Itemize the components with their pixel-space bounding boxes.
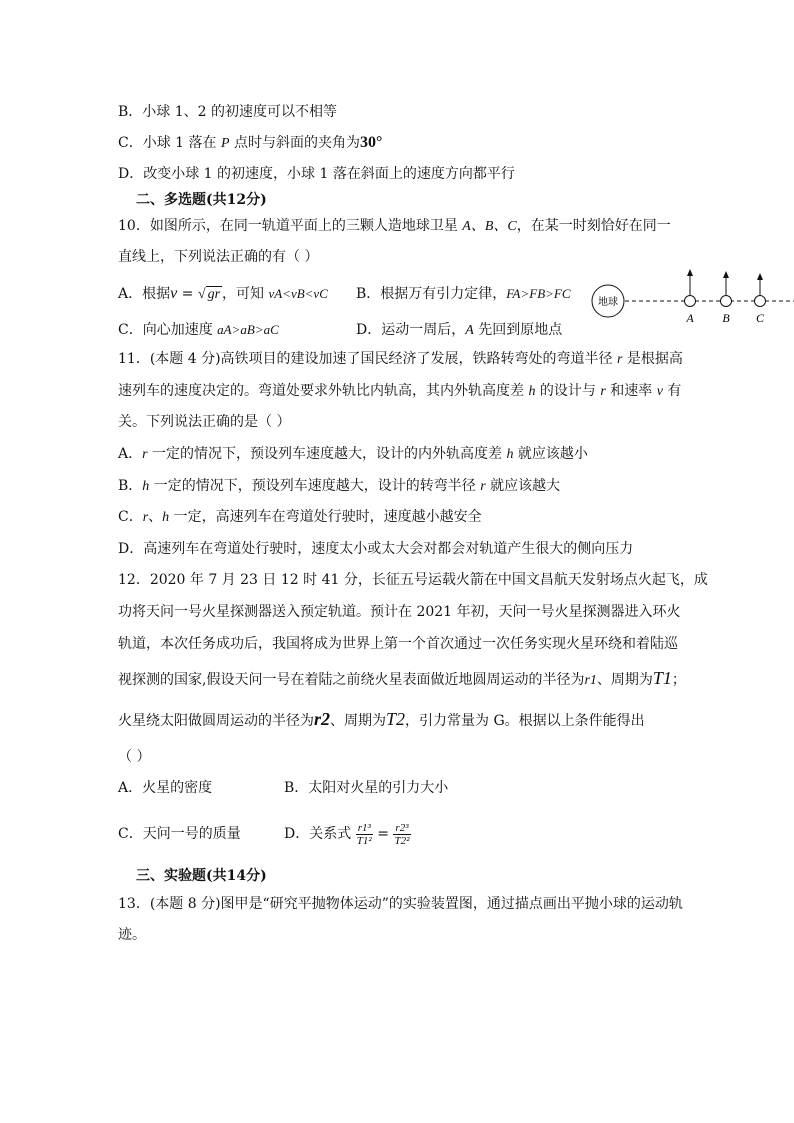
satellite-figure: [588, 266, 794, 326]
q12-stem-line2: 功将天问一号火星探测器送入预定轨道。预计在 2021 年初，天问一号火星探测器进入环火: [118, 604, 681, 620]
section-title-multiple-choice: 二、多选题(共12分): [136, 192, 267, 208]
q11-option-b: B．h 一定的情况下，预设列车速度越大，设计的转弯半径 r 就应该越大: [118, 478, 561, 494]
q10-option-c: C．向心加速度 aA>aB>aC: [118, 322, 279, 338]
q9-option-c: C．小球 1 落在 P 点时与斜面的夹角为30°: [118, 134, 383, 151]
satellite-a: [685, 269, 696, 325]
q13-stem-line2: 迹。: [118, 927, 146, 943]
satellite-b: [721, 271, 732, 325]
q11-stem-line2: 速列车的速度决定的。弯道处要求外轨比内轨高，其内外轨高度差 h 的设计与 r 和速率 v 有: [118, 383, 682, 399]
q12-option-c: C．天问一号的质量: [118, 826, 241, 842]
q9-option-b: B．小球 1、2 的初速度可以不相等: [118, 104, 338, 120]
q13-stem-line1: 13．(本题 8 分)图甲是“研究平抛物体运动”的实验装置图，通过描点画出平抛小球的运动轨: [118, 896, 683, 912]
q10-stem-line1: 10．如图所示，在同一轨道平面上的三颗人造地球卫星 A、B、C，在某一时刻恰好在同一: [118, 218, 671, 234]
satellite-a-label: A: [686, 311, 694, 325]
formula-fraction-2: $\frac{\text{r2³}}{\text{T2²}}$: [394, 821, 410, 847]
q12-option-b: B．太阳对火星的引力大小: [284, 780, 449, 796]
q12-option-d: D．关系式 $\frac{\text{r1³}}{\text{T1²}}$ = $\frac{\text{r2³}}{\text{T2²}}$: [284, 821, 410, 847]
formula-fraction-1: $\frac{\text{r1³}}{\text{T1²}}$: [356, 821, 372, 847]
q10-option-a: A．根据v = √ gr ，可知 vA<vB<vC: [118, 285, 328, 302]
q11-stem-line3: 关。下列说法正确的是（ ）: [118, 414, 291, 430]
q11-option-a: A．r 一定的情况下，预设列车速度越大，设计的内外轨高度差 h 就应该越小: [118, 446, 588, 462]
q12-stem-line6: （ ）: [118, 749, 151, 765]
q12-stem-line1: 12．2020 年 7 月 23 日 12 时 41 分，长征五号运载火箭在中国文昌航天发射场点火起飞，成: [118, 572, 708, 588]
q11-option-d: D．高速列车在弯道处行驶时，速度太小或太大会对都会对轨道产生很大的侧向压力: [118, 541, 634, 557]
q11-option-c: C．r、h 一定，高速列车在弯道处行驶时，速度越小越安全: [118, 509, 482, 525]
satellite-c: [755, 273, 766, 325]
q9-option-d: D．改变小球 1 的初速度，小球 1 落在斜面上的速度方向都平行: [118, 166, 515, 182]
earth-label: 地球: [598, 297, 618, 308]
q12-stem-line5: 火星绕太阳做圆周运动的半径为r2、周期为T2，引力常量为 G。根据以上条件能得出: [118, 709, 645, 729]
satellite-b-label: B: [722, 311, 730, 325]
section-title-experiment: 三、实验题(共14分): [136, 868, 267, 884]
q12-stem-line4: 视探测的国家,假设天问一号在着陆之前绕火星表面做近地圆周运动的半径为r1、周期为T1；: [118, 668, 686, 688]
q12-option-a: A．火星的密度: [118, 780, 213, 796]
q12-stem-line3: 轨道，本次任务成功后，我国将成为世界上第一个首次通过一次任务实现火星环绕和着陆巡: [118, 636, 678, 652]
q10-stem-line2: 直线上，下列说法正确的有（ ）: [118, 249, 319, 265]
q10-option-b: B．根据万有引力定律，FA>FB>FC: [356, 286, 571, 302]
satellite-c-label: C: [755, 311, 765, 325]
q10-option-d: D．运动一周后，A 先回到原地点: [356, 322, 563, 338]
q11-stem-line1: 11．(本题 4 分)高铁项目的建设加速了国民经济了发展，铁路转弯处的弯道半径 r 是根据高: [118, 351, 683, 367]
